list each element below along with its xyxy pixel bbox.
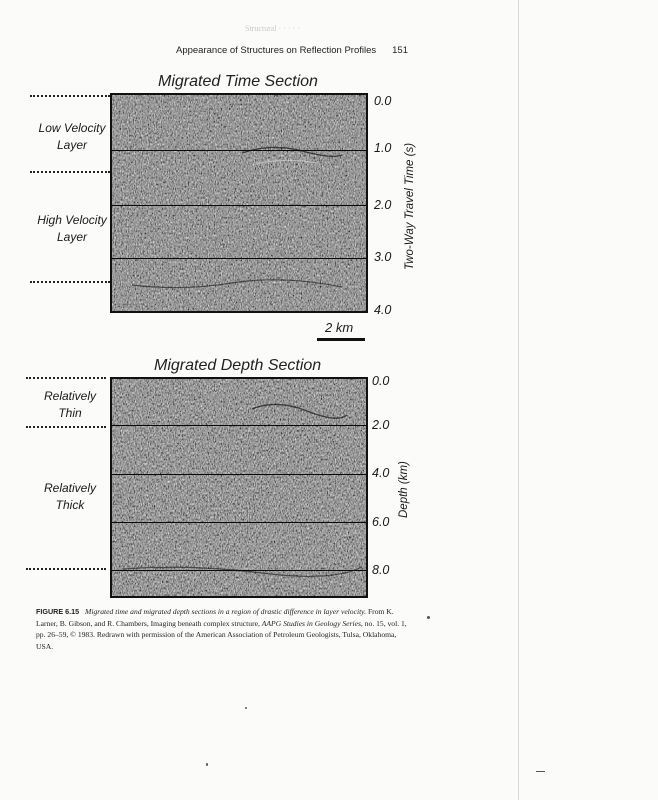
relatively-thick-label xyxy=(26,480,114,515)
time-tick-0: 0.0 xyxy=(374,94,392,108)
thick-line-1: Relatively xyxy=(43,481,97,495)
depth-section-title: Migrated Depth Section xyxy=(154,357,322,374)
depth-horizon-3 xyxy=(112,522,366,523)
figure-label: FIGURE 6.15 xyxy=(36,607,80,616)
time-horizon-1 xyxy=(112,150,366,151)
caption-series: AAPG Studies in Geology Series, xyxy=(261,618,363,628)
low-velocity-layer-label xyxy=(28,120,116,155)
caption-text-2: no. 15, vol. 1, pp. 26–59, © 1983. Redrawn with permission of the American Association of Petroleum Geologists, Tulsa, Oklahoma, USA. xyxy=(36,618,407,651)
low-velocity-line-1: Low Velocity xyxy=(38,121,106,135)
time-seismic-texture xyxy=(112,95,366,311)
depth-section-panel xyxy=(110,377,368,598)
depth-boundary-marker-top xyxy=(26,377,106,379)
time-section-panel xyxy=(110,93,368,313)
depth-horizon-4 xyxy=(112,570,366,571)
time-axis-title: Two-Way Travel Time (s) xyxy=(404,142,416,270)
relatively-thin-label xyxy=(26,388,114,423)
depth-axis-title: Depth (km) xyxy=(398,461,410,518)
scan-speck xyxy=(245,707,247,709)
depth-horizon-1 xyxy=(112,425,366,426)
high-velocity-line-2: Layer xyxy=(56,230,88,245)
depth-boundary-marker-mid xyxy=(26,426,106,428)
high-velocity-layer-label xyxy=(28,212,116,247)
depth-boundary-marker-bottom xyxy=(26,568,106,570)
time-tick-3: 3.0 xyxy=(374,250,392,264)
scan-speck xyxy=(427,616,430,619)
depth-seismic-texture xyxy=(112,379,366,596)
page-edge xyxy=(518,0,519,800)
caption-title: Migrated time and migrated depth sections in a region of drastic difference in layer velocity. xyxy=(85,607,367,616)
low-velocity-line-2: Layer xyxy=(56,138,88,153)
time-tick-2: 2.0 xyxy=(374,198,392,212)
time-boundary-marker-top xyxy=(30,95,110,97)
scale-bar xyxy=(317,338,365,341)
depth-tick-2: 4.0 xyxy=(372,466,390,480)
running-header-title: Appearance of Structures on Reflection Profiles xyxy=(176,45,377,56)
time-boundary-marker-bottom xyxy=(30,281,110,283)
depth-tick-1: 2.0 xyxy=(372,418,390,432)
time-tick-1: 1.0 xyxy=(374,141,392,155)
figure-caption xyxy=(36,606,411,652)
time-section-title: Migrated Time Section xyxy=(158,73,318,90)
time-tick-4: 4.0 xyxy=(374,303,392,317)
depth-horizon-2 xyxy=(112,474,366,475)
depth-tick-4: 8.0 xyxy=(372,563,390,577)
depth-tick-3: 6.0 xyxy=(372,515,390,529)
time-horizon-3 xyxy=(112,258,366,259)
time-boundary-marker-mid xyxy=(30,171,110,173)
scan-speck xyxy=(536,771,545,772)
time-horizon-2 xyxy=(112,205,366,206)
caption-text-1: From K. Larner, B. Gibson, and R. Chambers, Imaging beneath complex structure, xyxy=(36,607,394,628)
depth-tick-0: 0.0 xyxy=(372,374,390,388)
page-number: 151 xyxy=(392,45,408,56)
running-header xyxy=(176,45,408,56)
scale-bar-label: 2 km xyxy=(325,320,354,335)
thick-line-2: Thick xyxy=(55,498,85,513)
scan-speck xyxy=(206,763,208,766)
thin-line-1: Relatively xyxy=(43,389,97,403)
thin-line-2: Thin xyxy=(58,406,82,421)
high-velocity-line-1: High Velocity xyxy=(37,213,107,227)
bleed-through-text: Structural · · · · · xyxy=(245,24,300,33)
